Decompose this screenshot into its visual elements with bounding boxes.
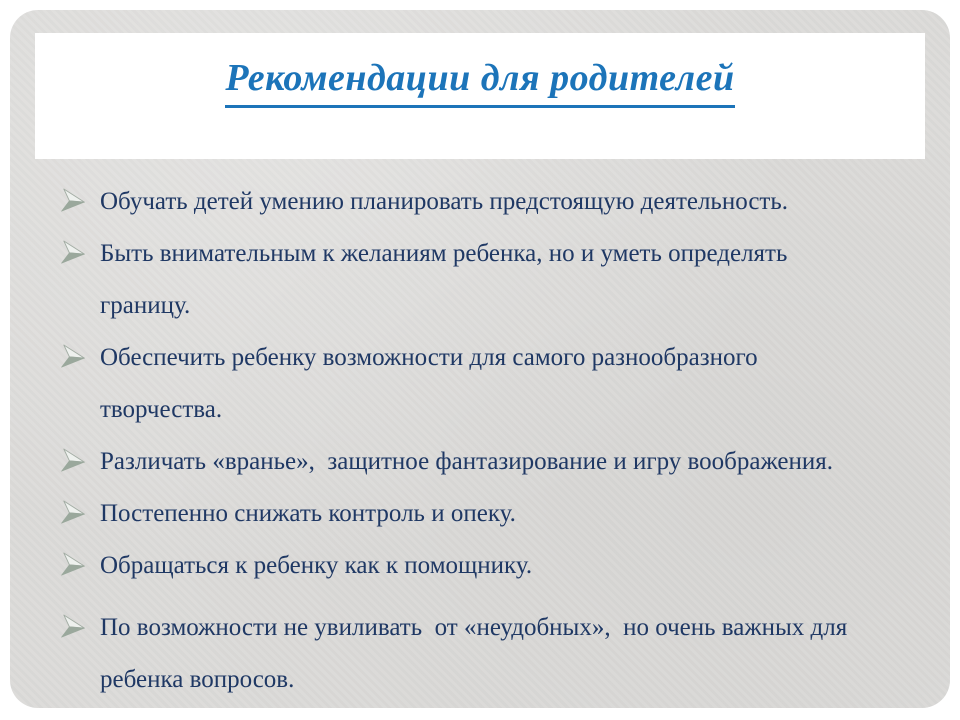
arrow-bullet-icon (60, 436, 100, 475)
bullet-text (100, 176, 925, 228)
bullet-text (100, 602, 925, 706)
slide-title (225, 57, 734, 101)
bullet-text (100, 332, 925, 436)
bullet-text (100, 540, 925, 592)
bullet-line: ребенка вопросов. (100, 666, 295, 693)
list-item (60, 436, 925, 488)
bullet-line: границу. (100, 292, 191, 319)
bullet-line: творчества. (100, 396, 223, 423)
list-item (60, 602, 925, 706)
bullet-list (60, 176, 925, 706)
bullet-line: По возможности не увиливать от «неудобных», но очень важных для (100, 614, 848, 641)
bullet-line: Обращаться к ребенку как к помощнику. (100, 552, 533, 579)
bullet-line: Быть внимательным к желаниям ребенка, но и уметь определять (100, 240, 788, 267)
bullet-text (100, 228, 925, 332)
slide-title-text: Рекомендации для родителей (225, 57, 734, 108)
arrow-bullet-icon (60, 540, 100, 579)
list-item (60, 488, 925, 540)
list-item (60, 228, 925, 332)
arrow-bullet-icon (60, 602, 100, 641)
arrow-bullet-icon (60, 176, 100, 215)
title-box (35, 33, 925, 159)
bullet-line: Различать «вранье», защитное фантазирование и игру воображения. (100, 448, 834, 475)
bullet-text (100, 436, 925, 488)
list-item (60, 332, 925, 436)
bullet-line: Обучать детей умению планировать предстоящую деятельность. (100, 188, 789, 215)
arrow-bullet-icon (60, 488, 100, 527)
arrow-bullet-icon (60, 332, 100, 371)
list-item (60, 540, 925, 592)
bullet-line: Постепенно снижать контроль и опеку. (100, 500, 516, 527)
arrow-bullet-icon (60, 228, 100, 267)
bullet-text (100, 488, 925, 540)
list-item (60, 176, 925, 228)
bullet-line: Обеспечить ребенку возможности для самого разнообразного (100, 344, 758, 371)
